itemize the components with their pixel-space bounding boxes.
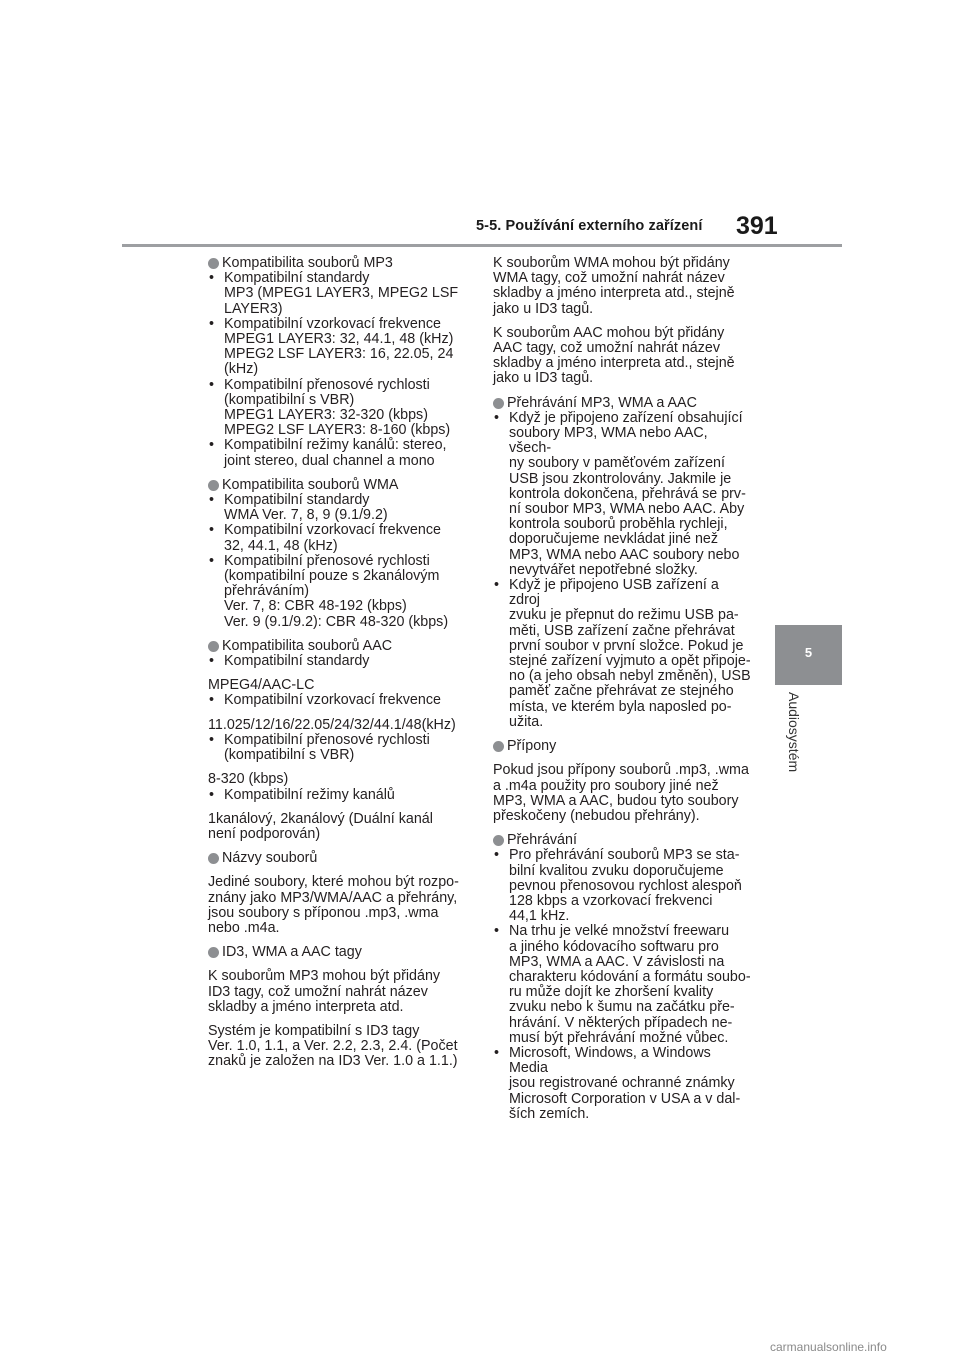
mp3-section [208, 256, 468, 469]
paragraph-line: K souborům MP3 mohou být přidány [208, 968, 441, 985]
bullet-detail: ny soubory v paměťovém zařízení [509, 455, 725, 472]
paragraph-line: Systém je kompatibilní s ID3 tagy [208, 1022, 420, 1039]
page-number: 391 [736, 212, 778, 240]
bullet-detail: místa, ve kterém byla naposled po- [509, 698, 732, 715]
bullet-detail: (kompatibilní s VBR) [224, 747, 355, 764]
plain-line: není podporován) [208, 825, 321, 842]
bullet-detail: ní soubor MP3, WMA nebo AAC. Aby [509, 501, 745, 518]
bullet-detail: ších zemích. [509, 1105, 590, 1122]
chapter-tab [775, 625, 842, 685]
bullet-detail: charakteru kódování a formátu soubo- [509, 968, 751, 985]
bullet-detail: jsou registrované ochranné známky [509, 1075, 735, 1092]
bullet-item: • Kompatibilní režimy kanálů [209, 786, 395, 803]
circle-bullet-icon [208, 258, 219, 269]
paragraph-line: K souborům AAC mohou být přidány [493, 324, 725, 341]
bullet-detail: 44,1 kHz. [509, 908, 570, 925]
bullet-detail: USB jsou zkontrolovány. Jakmile je [509, 470, 732, 487]
paragraph-line: nebo .m4a. [208, 919, 280, 936]
bullet-item: • Když je připojeno zařízení obsahující [494, 409, 743, 426]
extensions-section [493, 739, 753, 824]
section-heading: Přehrávání MP3, WMA a AAC [493, 396, 753, 411]
bullet-detail: bilní kvalitou zvuku doporučujeme [509, 862, 724, 879]
id3-section [208, 945, 468, 1069]
bullet-detail: MP3, WMA a AAC. V závislosti na [509, 953, 725, 970]
file-names-section [208, 851, 468, 936]
left-column [208, 256, 468, 1079]
bullet-item: • Na trhu je velké množství freewaru [494, 923, 730, 940]
paragraph-line: skladby a jméno interpreta atd., stejně [493, 285, 735, 302]
bullet-detail: hrávání. V některých případech ne- [509, 1014, 733, 1031]
circle-bullet-icon [493, 398, 504, 409]
paragraph-line: skladby a jméno interpreta atd. [208, 998, 404, 1015]
bullet-item: • Kompatibilní přenosové rychlosti [209, 552, 430, 569]
bullet-detail: doporučujeme nevkládat jiné než [509, 531, 719, 548]
paragraph-line: Pokud jsou přípony souborů .mp3, .wma [493, 762, 749, 779]
bullet-detail: paměť začne přehrávat ze stejného [509, 683, 734, 700]
right-column [493, 256, 753, 1131]
paragraph-line: znány jako MP3/WMA/AAC a přehrány, [208, 889, 458, 906]
plain-line: 1kanálový, 2kanálový (Duální kanál [208, 810, 433, 827]
paragraph-line: jsou soubory s příponou .mp3, .wma [208, 904, 439, 921]
paragraph-line: MP3, WMA a AAC, budou tyto soubory [493, 792, 739, 809]
aac-tags-paragraph [493, 326, 753, 387]
circle-bullet-icon [208, 947, 219, 958]
bullet-detail: přehráváním) [224, 583, 310, 600]
bullet-detail: první soubor v první složce. Pokud je [509, 637, 744, 654]
paragraph-line: přeskočeny (nebudou přehrány). [493, 807, 700, 824]
section-heading: Kompatibilita souborů WMA [208, 478, 468, 493]
circle-bullet-icon [493, 835, 504, 846]
bullet-detail: Ver. 7, 8: CBR 48-192 (kbps) [224, 598, 407, 615]
watermark: carmanualsonline.info [770, 1340, 887, 1354]
bullet-detail: zvuku je přepnut do režimu USB pa- [509, 607, 739, 624]
plain-line: MPEG4/AAC-LC [208, 677, 315, 694]
bullet-item: • Kompatibilní přenosové rychlosti [209, 376, 430, 393]
circle-bullet-icon [493, 741, 504, 752]
bullet-item: • Kompatibilní standardy [209, 653, 370, 670]
playback-section [493, 833, 753, 1122]
bullet-detail: MPEG2 LSF LAYER3: 16, 22.05, 24 [224, 346, 454, 363]
paragraph-line: a .m4a použity pro soubory jiné než [493, 777, 719, 794]
header-rule [122, 244, 842, 247]
bullet-detail: Microsoft Corporation v USA a v dal- [509, 1090, 741, 1107]
section-heading: Názvy souborů [208, 851, 468, 866]
bullet-detail: 128 kbps a vzorkovací frekvenci [509, 892, 713, 909]
bullet-detail: užita. [509, 713, 544, 730]
paragraph-line: znaků je založen na ID3 Ver. 1.0 a 1.1.) [208, 1053, 458, 1070]
bullet-detail: 32, 44.1, 48 (kHz) [224, 537, 338, 554]
section-heading: ID3, WMA a AAC tagy [208, 945, 468, 960]
paragraph-line: K souborům WMA mohou být přidány [493, 255, 730, 271]
circle-bullet-icon [208, 641, 219, 652]
paragraph-line: AAC tagy, což umožní nahrát název [493, 340, 721, 357]
wma-tags-paragraph [493, 256, 753, 317]
bullet-detail: (kompatibilní s VBR) [224, 391, 355, 408]
bullet-detail: MP3, WMA nebo AAC soubory nebo [509, 546, 740, 563]
paragraph-line: skladby a jméno interpreta atd., stejně [493, 355, 735, 372]
chapter-number: 5 [804, 645, 813, 660]
paragraph-line: ID3 tagy, což umožní nahrát název [208, 983, 428, 1000]
bullet-item: • Kompatibilní standardy [209, 492, 370, 509]
bullet-detail: měti, USB zařízení začne přehrávat [509, 622, 735, 639]
paragraph-line: WMA tagy, což umožní nahrát název [493, 270, 725, 287]
bullet-detail: LAYER3) [224, 300, 283, 317]
bullet-detail: soubory MP3, WMA nebo AAC, všech- [509, 425, 708, 457]
bullet-detail: stejné zařízení vyjmuto a opět připoje- [509, 653, 751, 670]
bullet-detail: Ver. 9 (9.1/9.2): CBR 48-320 (kbps) [224, 613, 449, 630]
section-heading: Kompatibilita souborů AAC [208, 639, 468, 654]
bullet-detail: nevytvářet nepotřebné složky. [509, 561, 698, 578]
bullet-item: • Kompatibilní přenosové rychlosti [209, 731, 430, 748]
section-heading: Přípony [493, 739, 753, 754]
plain-line: 11.025/12/16/22.05/24/32/44.1/48(kHz) [208, 716, 456, 733]
bullet-detail: MPEG1 LAYER3: 32-320 (kbps) [224, 407, 428, 424]
bullet-item: • Kompatibilní vzorkovací frekvence [209, 692, 441, 709]
bullet-detail: joint stereo, dual channel a mono [224, 452, 435, 469]
chapter-label: Audiosystém [786, 692, 802, 773]
plain-line: 8-320 (kbps) [208, 771, 289, 788]
aac-section [208, 639, 468, 842]
bullet-detail: musí být přehrávání možné vůbec. [509, 1029, 729, 1046]
bullet-item: • Kompatibilní standardy [209, 270, 370, 287]
bullet-detail: ru může dojít ke zhoršení kvality [509, 984, 714, 1001]
section-heading: Přehrávání [493, 833, 753, 848]
bullet-item: • Pro přehrávání souborů MP3 se sta- [494, 847, 740, 864]
bullet-detail: MP3 (MPEG1 LAYER3, MPEG2 LSF [224, 285, 459, 302]
bullet-detail: MPEG2 LSF LAYER3: 8-160 (kbps) [224, 422, 451, 439]
paragraph-line: Ver. 1.0, 1.1, a Ver. 2.2, 2.3, 2.4. (Počet [208, 1038, 458, 1055]
circle-bullet-icon [208, 853, 219, 864]
bullet-item: • Kompatibilní režimy kanálů: stereo, [209, 437, 447, 454]
wma-section [208, 478, 468, 630]
bullet-detail: (kompatibilní pouze s 2kanálovým [224, 568, 440, 585]
playback-formats-section [493, 396, 753, 730]
bullet-detail: kontrola dokončena, přehrává se prv- [509, 485, 746, 502]
bullet-detail: a jiného kódovacího softwaru pro [509, 938, 719, 955]
section-title: 5-5. Používání externího zařízení [476, 218, 703, 234]
paragraph-line: Jediné soubory, které mohou být rozpo- [208, 874, 459, 891]
circle-bullet-icon [208, 480, 219, 491]
bullet-detail: kontrola souborů proběhla rychleji, [509, 516, 728, 533]
bullet-detail: pevnou přenosovou rychlost alespoň [509, 877, 742, 894]
bullet-detail: MPEG1 LAYER3: 32, 44.1, 48 (kHz) [224, 331, 454, 348]
paragraph-line: jako u ID3 tagů. [493, 300, 594, 317]
bullet-item: • Kompatibilní vzorkovací frekvence [209, 315, 441, 332]
bullet-detail: WMA Ver. 7, 8, 9 (9.1/9.2) [224, 507, 388, 524]
bullet-item: • Kompatibilní vzorkovací frekvence [209, 522, 441, 539]
bullet-item: • Microsoft, Windows, a Windows Media [494, 1044, 711, 1077]
bullet-detail: (kHz) [224, 361, 259, 378]
bullet-item: • Když je připojeno USB zařízení a zdroj [494, 577, 719, 609]
bullet-detail: no (a jeho obsah nebyl změněn), USB [509, 668, 751, 685]
bullet-detail: zvuku nebo k šumu na začátku pře- [509, 999, 735, 1016]
paragraph-line: jako u ID3 tagů. [493, 370, 594, 387]
section-heading: Kompatibilita souborů MP3 [208, 256, 468, 271]
